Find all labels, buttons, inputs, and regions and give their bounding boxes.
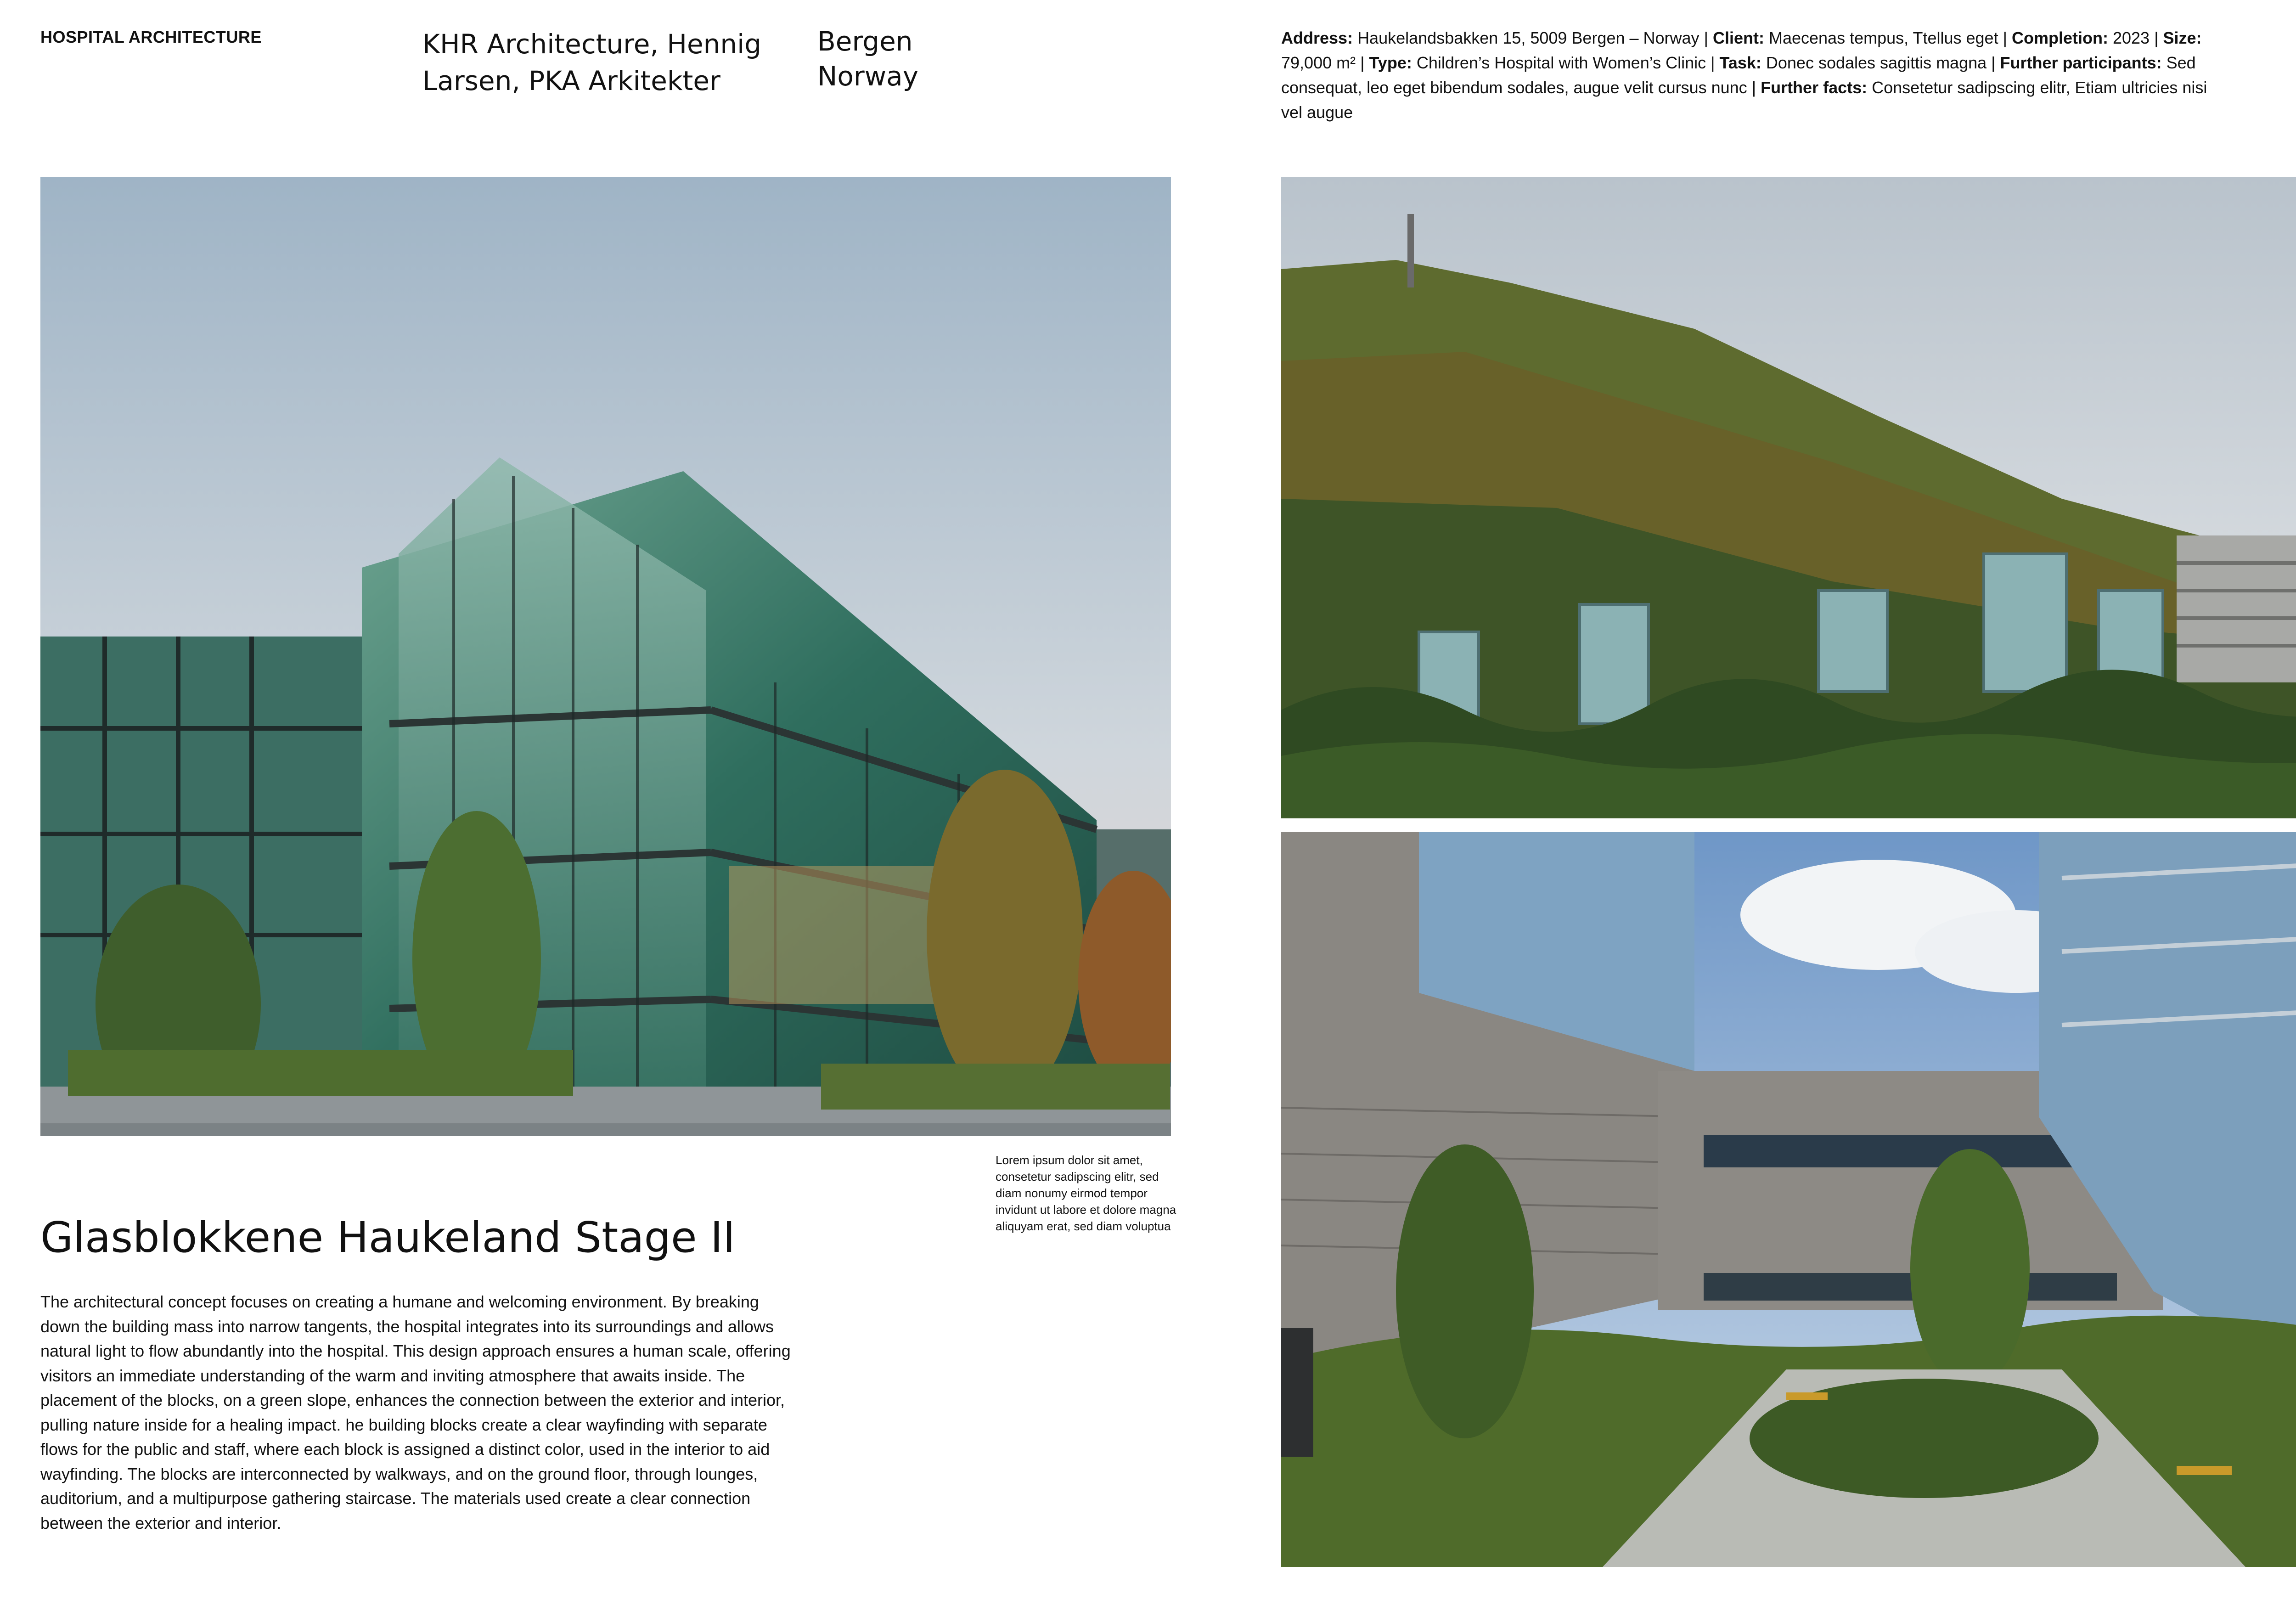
type-value: Children’s Hospital with Women’s Clinic bbox=[1416, 53, 1706, 72]
location-country: Norway bbox=[817, 61, 919, 92]
task-label: Task: bbox=[1719, 53, 1761, 72]
article-title: Glasblokkene Haukeland Stage II bbox=[40, 1213, 736, 1262]
size-label: Size: bbox=[2163, 28, 2202, 47]
photo-caption: Lorem ipsum dolor sit amet, consetetur sadipscing elitr, sed diam nonumy eirmod tempor invidunt ut labore et dolore magna aliquyam erat, sed diam voluptua bbox=[996, 1153, 1176, 1233]
further-facts-value: Consetetur sadipscing elitr, Etiam ultricies nisi vel augue bbox=[1281, 78, 2207, 122]
further-participants-value: Sed consequat, leo eget bibendum sodales, augue velit cursus nunc bbox=[1281, 53, 2196, 97]
separator: | bbox=[1751, 78, 1756, 97]
separator: | bbox=[2003, 28, 2007, 47]
task-value: Donec sodales sagittis magna bbox=[1766, 53, 1987, 72]
top-right-photo-hillside bbox=[1281, 177, 2296, 818]
separator: | bbox=[2154, 28, 2159, 47]
article-body: The architectural concept focuses on creating a humane and welcoming environment. By breaking down the building mass into narrow tangents, the hospital integrates into its surroundings and allows natural light to flow abundantly into the hospital. This design approach ensures a human scale, offering visitors an immediate understanding of the warm and inviting atmosphere that awaits inside. The placement of the blocks, on a green slope, enhances the connection between the exterior and interior, pulling nature inside for a healing impact. he building blocks create a clear wayfinding with separate flows for the public and staff, where each block is assigned a distinct color, used in the interior to aid wayfinding. The blocks are interconnected by walkways, and on the ground floor, through lounges, auditorium, and a multipurpose gathering staircase. The materials used create a clear connection between the exterior and interior. bbox=[40, 1292, 791, 1532]
type-label: Type: bbox=[1369, 53, 1412, 72]
further-facts-label: Further facts: bbox=[1761, 78, 1868, 97]
separator: | bbox=[1704, 28, 1708, 47]
main-photo-glass-building bbox=[40, 177, 1171, 1136]
separator: | bbox=[1360, 53, 1365, 72]
completion-value: 2023 bbox=[2112, 28, 2150, 47]
client-value: Maecenas tempus, Ttellus eget bbox=[1768, 28, 1998, 47]
bottom-right-photo-courtyard bbox=[1281, 832, 2296, 1567]
location-city: Bergen bbox=[817, 26, 913, 57]
completion-label: Completion: bbox=[2011, 28, 2108, 47]
size-value: 79,000 m² bbox=[1281, 53, 1356, 72]
separator: | bbox=[1991, 53, 1996, 72]
section-label: HOSPITAL ARCHITECTURE bbox=[40, 28, 262, 46]
courtyard-photo-illustration bbox=[1281, 832, 2296, 1567]
project-location bbox=[817, 24, 1001, 94]
address-label: Address: bbox=[1281, 28, 1353, 47]
address-value: Haukelandsbakken 15, 5009 Bergen – Norway bbox=[1357, 28, 1699, 47]
client-label: Client: bbox=[1712, 28, 1764, 47]
architects: KHR Architecture, Hennig Larsen, PKA Arkitekter bbox=[422, 28, 762, 96]
main-photo-illustration bbox=[40, 177, 1171, 1136]
further-participants-label: Further participants: bbox=[2000, 53, 2162, 72]
project-facts bbox=[1281, 26, 2213, 125]
hillside-photo-illustration bbox=[1281, 177, 2296, 818]
separator: | bbox=[1711, 53, 1715, 72]
